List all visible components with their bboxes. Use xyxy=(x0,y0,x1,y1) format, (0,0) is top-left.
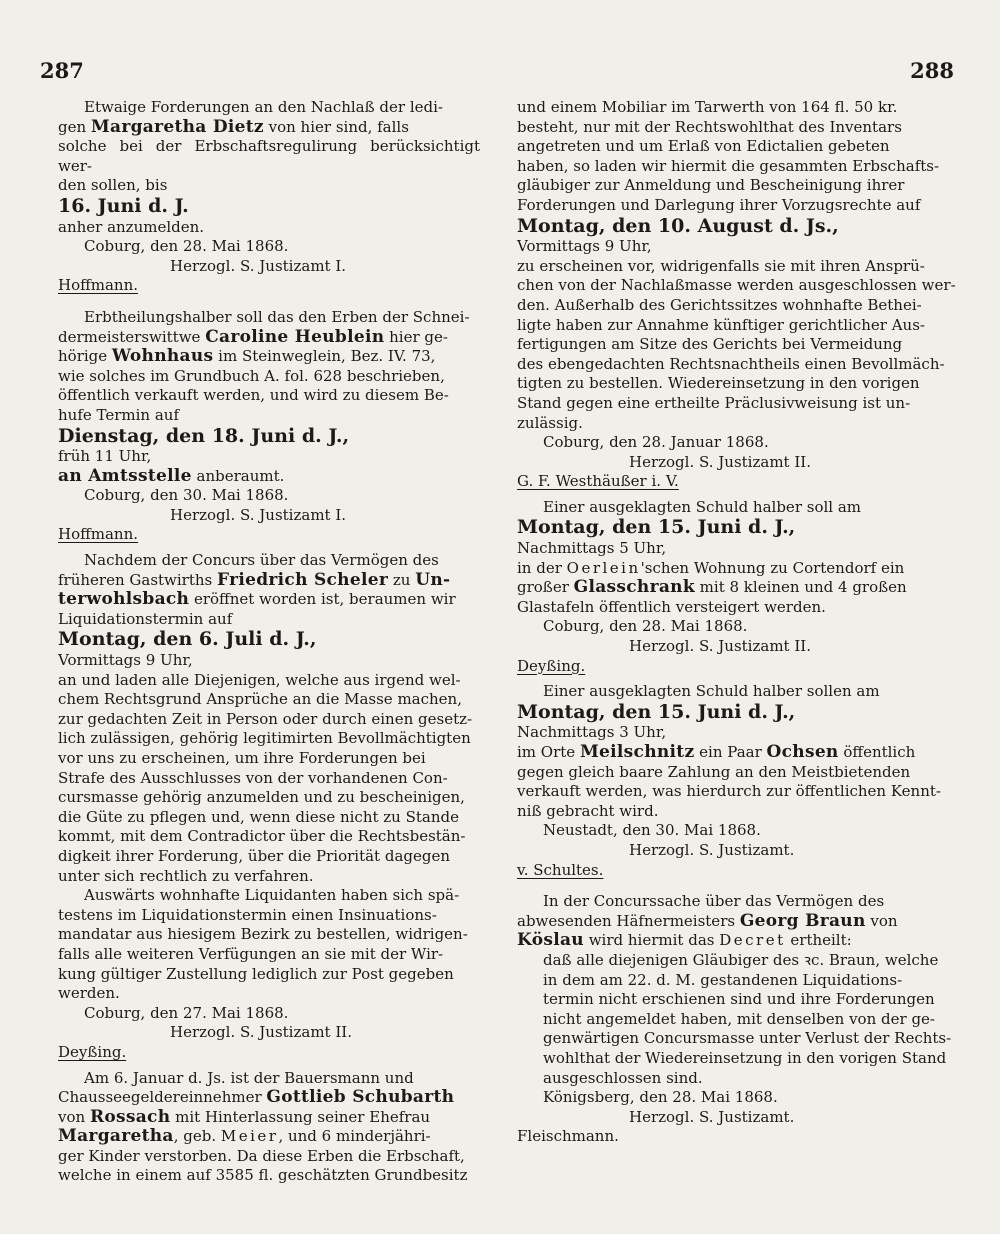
notice-dietz xyxy=(58,98,480,296)
signature: Hoffmann. xyxy=(58,525,139,544)
notice-scheler xyxy=(58,551,480,1062)
text-line: kung gültiger Zustellung lediglich zur Post gegeben xyxy=(58,964,454,983)
text-line: gläubiger zur Anmeldung und Bescheinigung ihrer xyxy=(517,176,905,195)
text-line: kommt, mit dem Contradictor über die Rechtsbestän- xyxy=(58,827,466,846)
text-line: terwohlsbach eröffnet worden ist, beraumen wir xyxy=(58,589,456,610)
text-line: großer Glasschrank mit 8 kleinen und 4 großen xyxy=(517,577,907,598)
text-line: Einer ausgeklagten Schuld halber soll am xyxy=(543,497,862,516)
text-line: von Rossach mit Hinterlassung seiner Ehefrau xyxy=(58,1106,431,1127)
auction-time: Nachmittags 3 Uhr, xyxy=(517,723,667,742)
text-line: früheren Gastwirths Friedrich Scheler zu Un- xyxy=(58,569,451,590)
text-line: lich zulässigen, gehörig legitimirten Bevollmächtigten xyxy=(58,729,471,748)
place-name: Rossach xyxy=(89,1106,171,1127)
person-name: Margaretha Dietz xyxy=(90,116,264,137)
text-line: Strafe des Ausschlusses von der vorhandenen Con- xyxy=(58,768,448,787)
place-date: Coburg, den 28. Mai 1868. xyxy=(543,617,748,636)
text-line: fertigungen am Sitze des Gerichts bei Vermeidung xyxy=(517,335,903,354)
notice-ochsen xyxy=(517,682,957,880)
text-line: und einem Mobiliar im Tarwerth von 164 fl. 50 kr. xyxy=(517,98,898,116)
text-line: zulässig. xyxy=(517,413,583,432)
text-line: zur gedachten Zeit in Person oder durch einen gesetz- xyxy=(58,709,473,728)
text-line: gegen gleich baare Zahlung an den Meistbietenden xyxy=(517,762,911,781)
text-line: an Amtsstelle anberaumt. xyxy=(58,465,285,486)
text-line: Etwaige Forderungen an den Nachlaß der ledi- xyxy=(84,98,443,116)
text-line: den. Außerhalb des Gerichtssitzes wohnhafte Bethei- xyxy=(517,295,922,314)
text-line: Chausseegeldereinnehmer Gottlieb Schubarth xyxy=(58,1087,455,1108)
court-office: Herzogl. S. Justizamt I. xyxy=(170,505,347,524)
text-line: Margaretha, geb. Meier, und 6 minderjähri- xyxy=(58,1126,431,1147)
deadline-date: 16. Juni d. J. xyxy=(58,194,189,217)
place-date: Coburg, den 27. Mai 1868. xyxy=(84,1003,289,1022)
place-name: terwohlsbach xyxy=(58,589,190,610)
auction-date: Dienstag, den 18. Juni d. J., xyxy=(58,424,350,447)
text-line: die Güte zu pflegen und, wenn diese nicht zu Stande xyxy=(58,807,460,826)
notice-glasschrank xyxy=(517,498,957,676)
text-line: den sollen, bis xyxy=(58,176,168,195)
signature: Deyßing. xyxy=(517,656,586,675)
right-column xyxy=(517,98,957,1147)
term-time: Vormittags 9 Uhr, xyxy=(58,651,193,670)
text-line: ger Kinder verstorben. Da diese Erben die Erbschaft, xyxy=(58,1146,465,1165)
text-line: testens im Liquidationstermin einen Insinuations- xyxy=(58,905,437,924)
text-line: Forderungen und Darlegung ihrer Vorzugsrechte auf xyxy=(517,195,921,214)
signature: Hoffmann. xyxy=(58,276,139,295)
text-line: tigten zu bestellen. Wiedereinsetzung in den vorigen xyxy=(517,374,920,393)
text-line: ligte haben zur Annahme künftiger gerichtlicher Aus- xyxy=(517,315,925,334)
text-line: cursmasse gehörig anzumelden und zu bescheinigen, xyxy=(58,788,465,807)
text-line: im Orte Meilschnitz ein Paar Ochsen öffentlich xyxy=(517,742,916,762)
text-line: anher anzumelden. xyxy=(58,217,205,236)
text-line: zu erscheinen vor, widrigenfalls sie mit ihren Ansprü- xyxy=(517,256,925,275)
text-line: chem Rechtsgrund Ansprüche an die Masse machen, xyxy=(58,690,462,709)
text-line: unter sich rechtlich zu verfahren. xyxy=(58,866,314,885)
text-line: verkauft werden, was hierdurch zur öffentlichen Kennt- xyxy=(517,782,941,801)
court-office: Herzogl. S. Justizamt II. xyxy=(629,452,811,471)
text-line: daß alle diejenigen Gläubiger des ꝛc. Braun, welche xyxy=(543,950,939,969)
court-office: Herzogl. S. Justizamt II. xyxy=(170,1023,352,1042)
text-line: besteht, nur mit der Rechtswohlthat des Inventars xyxy=(517,117,902,136)
text-line: dermeisterswittwe Caroline Heublein hier ge- xyxy=(58,326,448,347)
auction-time: früh 11 Uhr, xyxy=(58,447,152,466)
person-name: Gottlieb Schubarth xyxy=(266,1087,455,1108)
text-line: gen Margaretha Dietz von hier sind, falls xyxy=(58,116,409,137)
text-line: Am 6. Januar d. Js. ist der Bauersmann und xyxy=(84,1068,414,1087)
text-line: welche in einem auf 3585 fl. geschätzten Grundbesitz xyxy=(58,1166,468,1185)
text-line: falls alle weiteren Verfügungen an sie mit der Wir- xyxy=(58,944,444,963)
place-name: Meilschnitz xyxy=(579,742,695,762)
text-line: vor uns zu erscheinen, um ihre Forderungen bei xyxy=(58,749,426,767)
text-line: genwärtigen Concursmasse unter Verlust der Rechts- xyxy=(543,1029,952,1048)
signature: v. Schultes. xyxy=(517,860,604,879)
text-line: termin nicht erschienen sind und ihre Forderungen xyxy=(543,990,935,1009)
text-line: solche bei der Erbschaftsregulirung berücksichtigt wer- xyxy=(58,137,480,175)
page-number-right: 288 xyxy=(910,58,954,83)
text-line: Erbtheilungshalber soll das den Erben der Schnei- xyxy=(84,307,470,326)
person-name: Margaretha xyxy=(58,1126,174,1147)
text-line: angetreten und um Erlaß von Edictalien gebeten xyxy=(517,137,890,156)
place-date: Königsberg, den 28. Mai 1868. xyxy=(543,1088,778,1107)
text-line: in dem am 22. d. M. gestandenen Liquidations- xyxy=(543,970,903,989)
text-line: abwesenden Häfnermeisters Georg Braun von xyxy=(517,910,898,931)
court-office: Herzogl. S. Justizamt. xyxy=(629,1107,795,1126)
place-date: Coburg, den 28. Mai 1868. xyxy=(84,237,289,256)
text-line: Glastafeln öffentlich versteigert werden. xyxy=(517,597,826,616)
auction-time: Nachmittags 5 Uhr, xyxy=(517,539,667,558)
person-name: Friedrich Scheler xyxy=(217,569,389,590)
court-office: Herzogl. S. Justizamt II. xyxy=(629,637,811,656)
text-line: hörige Wohnhaus im Steinweglein, Bez. IV. 73, xyxy=(58,346,436,367)
notice-schubarth-continued xyxy=(517,98,957,492)
text-line: ausgeschlossen sind. xyxy=(543,1068,703,1087)
signature: Fleischmann. xyxy=(517,1127,619,1146)
place-date: Coburg, den 28. Januar 1868. xyxy=(543,433,769,452)
notice-schubarth xyxy=(58,1069,480,1187)
text-line: wohlthat der Wiedereinsetzung in den vorigen Stand xyxy=(543,1048,947,1067)
text-line: wie solches im Grundbuch A. fol. 628 beschrieben, xyxy=(58,366,445,385)
text-line: In der Concurssache über das Vermögen des xyxy=(543,892,885,911)
auction-date: Montag, den 15. Juni d. J., xyxy=(517,700,796,723)
text-line: Stand gegen eine ertheilte Präclusivweisung ist un- xyxy=(517,393,911,412)
text-line: Auswärts wohnhafte Liquidanten haben sich spä- xyxy=(84,886,460,905)
place-date: Coburg, den 30. Mai 1868. xyxy=(84,486,289,505)
item-name: Ochsen xyxy=(766,742,839,762)
text-line: Köslau wird hiermit das Decret ertheilt: xyxy=(517,930,852,951)
text-line: haben, so laden wir hiermit die gesammten Erbschafts- xyxy=(517,156,940,175)
term-time: Vormittags 9 Uhr, xyxy=(517,237,652,256)
text-line: des ebengedachten Rechtsnachtheils einen Bevollmäch- xyxy=(517,354,945,373)
text-line: Nachdem der Concurs über das Vermögen des xyxy=(84,551,439,570)
text-line: hufe Termin auf xyxy=(58,405,180,424)
text-line: werden. xyxy=(58,984,120,1003)
signature: Deyßing. xyxy=(58,1042,127,1061)
left-column xyxy=(58,98,480,1186)
person-name: Caroline Heublein xyxy=(205,326,385,347)
term-date: Montag, den 10. August d. Js., xyxy=(517,214,839,237)
signature: G. F. Westhäußer i. V. xyxy=(517,472,679,491)
item-name: Glasschrank xyxy=(573,577,695,598)
place-date: Neustadt, den 30. Mai 1868. xyxy=(543,821,761,840)
text-line: nicht angemeldet haben, mit denselben von der ge- xyxy=(543,1009,935,1028)
person-name: Oerlein xyxy=(566,558,641,577)
text-line: öffentlich verkauft werden, und wird zu diesem Be- xyxy=(58,386,449,405)
person-name: Georg Braun xyxy=(739,910,866,931)
text-line: digkeit ihrer Forderung, über die Priorität dagegen xyxy=(58,846,451,865)
auction-date: Montag, den 15. Juni d. J., xyxy=(517,516,796,539)
notice-heublein xyxy=(58,308,480,545)
location-name: an Amtsstelle xyxy=(58,465,192,486)
place-name: Köslau xyxy=(517,930,584,951)
court-office: Herzogl. S. Justizamt. xyxy=(629,840,795,859)
term-date: Montag, den 6. Juli d. J., xyxy=(58,628,317,651)
text-line: an und laden alle Diejenigen, welche aus irgend wel- xyxy=(58,670,461,689)
text-line: chen von der Nachlaßmasse werden ausgeschlossen wer- xyxy=(517,276,956,295)
text-line: Liquidationstermin auf xyxy=(58,609,233,628)
page-number-left: 287 xyxy=(40,58,84,83)
text-line: mandatar aus hiesigem Bezirk zu bestellen, widrigen- xyxy=(58,925,468,944)
court-office: Herzogl. S. Justizamt I. xyxy=(170,256,347,275)
text-line: niß gebracht wird. xyxy=(517,801,659,820)
text-line: Einer ausgeklagten Schuld halber sollen am xyxy=(543,682,880,701)
text-line: in der Oerlein'schen Wohnung zu Cortendorf ein xyxy=(517,558,905,577)
property-name: Wohnhaus xyxy=(111,346,214,367)
notice-braun xyxy=(517,892,957,1147)
